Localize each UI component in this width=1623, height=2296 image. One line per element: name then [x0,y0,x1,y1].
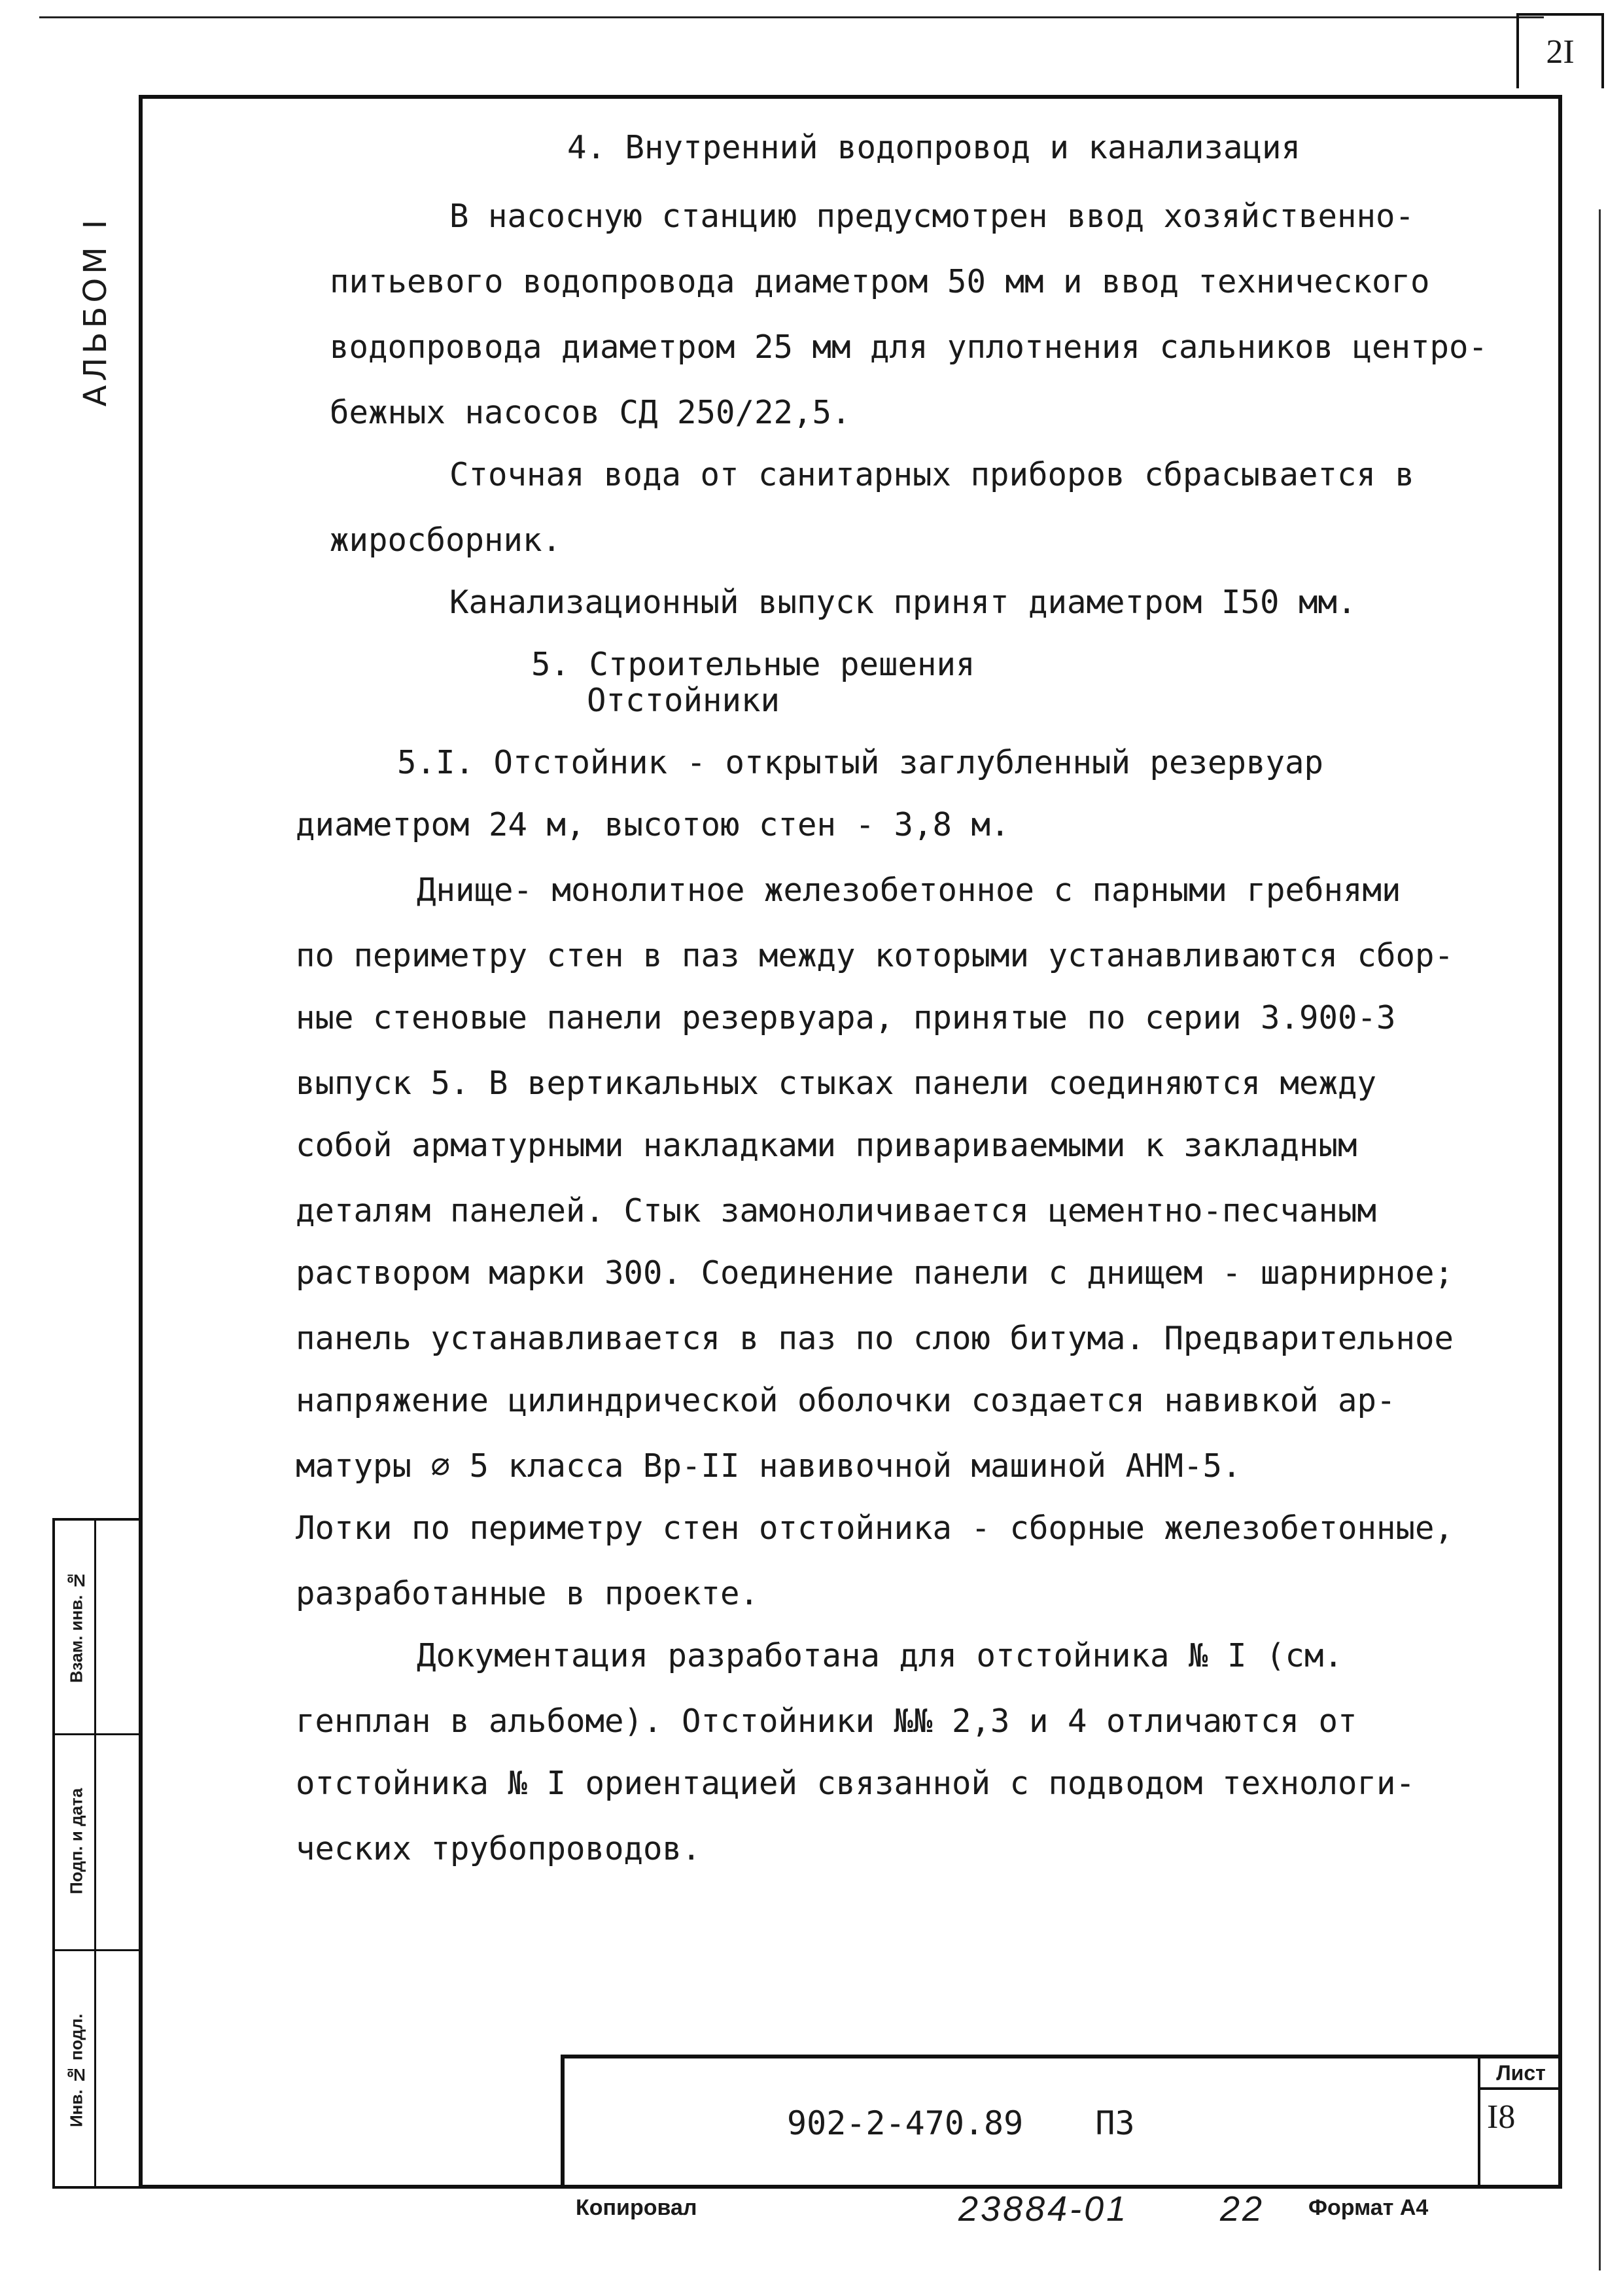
paragraph-line: отстойника № I ориентацией связанной с подводом технологи- [296,1765,1416,1802]
paragraph-line: выпуск 5. В вертикальных стыках панели соединяются между [296,1065,1377,1102]
paragraph-line: Канализационный выпуск принят диаметром I50 мм. [449,584,1357,621]
paragraph-line: ные стеновые панели резервуара, принятые по серии 3.900-3 [296,999,1396,1036]
title-block [561,2055,1562,2189]
paragraph-line: Документация разработана для отстойника № I (см. [417,1637,1344,1674]
paragraph-line: Сточная вода от санитарных приборов сбрасывается в [449,456,1415,493]
paragraph-line: питьевого водопровода диаметром 50 мм и ввод технического [330,263,1430,300]
paragraph-line: деталям панелей. Стык замоноличивается цементно-песчаным [296,1192,1377,1229]
format-label: Формат А4 [1308,2195,1429,2220]
sheet-label: Лист [1480,2058,1562,2090]
right-margin-line [1599,209,1601,2270]
paragraph-line: В насосную станцию предусмотрен ввод хозяйственно- [449,198,1415,235]
paragraph-line: напряжение цилиндрической оболочки создается навивкой ар- [296,1382,1396,1419]
section-heading-4: 4. Внутренний водопровод и канализация [567,129,1301,166]
sheet-number: 2I [1516,13,1604,88]
document-code [787,2104,1135,2142]
paragraph-line: жиросборник. [330,521,562,559]
section-subheading: Отстойники [587,682,780,719]
paragraph-line: бежных насосов СД 250/22,5. [330,394,851,431]
paragraph-line: матуры ⌀ 5 класса Вр-II навивочной машиной АНМ-5. [296,1447,1242,1485]
handwritten-sheet: 22 [1220,2189,1265,2229]
strip-label-inventory: Инв. № подл. [66,2013,86,2127]
copied-by-label: Копировал [576,2195,697,2220]
document-code-number: 902-2-470.89 [787,2104,1024,2142]
sheet-number-cell: I8 [1487,2098,1516,2136]
paragraph-line: ческих трубопроводов. [296,1830,701,1867]
paragraph-line: Лотки по периметру стен отстойника - сборные железобетонные, [296,1510,1454,1547]
paragraph-line: Днище- монолитное железобетонное с парными гребнями [417,872,1401,909]
handwritten-number: 23884-01 [958,2189,1129,2229]
paragraph-line: по периметру стен в паз между которыми устанавливаются сбор- [296,937,1454,974]
top-border-line [39,16,1544,18]
strip-label-signature: Подп. и дата [66,1788,86,1895]
section-heading-5: 5. Строительные решения [531,646,975,683]
paragraph-line: собой арматурными накладками привариваемыми к закладным [296,1127,1357,1164]
paragraph-line: диаметром 24 м, высотою стен - 3,8 м. [296,806,1010,843]
paragraph-line: 5.I. Отстойник - открытый заглубленный резервуар [397,744,1324,781]
document-part: ПЗ [1095,2104,1135,2142]
paragraph-line: панель устанавливается в паз по слою битума. Предварительное [296,1320,1454,1357]
paragraph-line: генплан в альбоме). Отстойники №№ 2,3 и 4 отличаются от [296,1703,1357,1740]
sheet-cell [1478,2058,1562,2189]
document-body [139,95,1562,2051]
paragraph-line: раствором марки 300. Соединение панели с днищем - шарнирное; [296,1254,1454,1292]
stamp-strip [52,1518,139,2189]
album-label: АЛЬБОМ I [77,216,114,407]
paragraph-line: водопровода диаметром 25 мм для уплотнения сальников центро- [330,328,1488,366]
strip-label-replacement: Взам. инв. № [66,1570,86,1684]
paragraph-line: разработанные в проекте. [296,1575,759,1612]
